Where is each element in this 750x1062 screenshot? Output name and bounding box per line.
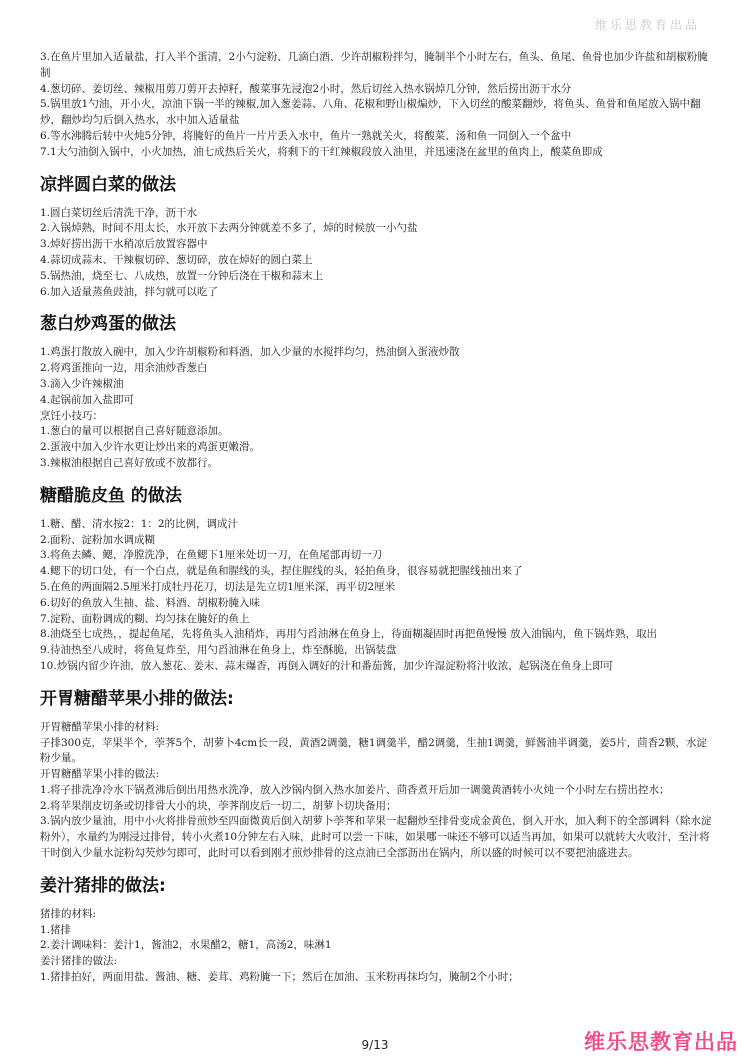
text-line: 7.淀粉、面粉调成的糊、均匀抹在腌好的鱼上: [40, 612, 250, 625]
text-line: 5.锅里放1勺油，开小火，凉油下锅一半的辣椒,加入葱姜蒜、八角、花椒和野山椒煸炒，下入切丝的酸菜翻炒，将鱼头、鱼骨和鱼尾放入锅中翻炒，翻炒均匀后倒入热水，水中加入适量盐: [40, 98, 701, 127]
text-line: 4.起锅前加入盐即可: [40, 393, 135, 406]
text-line: 3.在鱼片里加入适量盐，打入半个蛋清，2小勺淀粉、几滴白酒、少许胡椒粉拌匀，腌制半个小时左右，鱼头、鱼尾、鱼骨也加少许盐和胡椒粉腌制: [40, 51, 708, 79]
text-line: 1.将子排洗净冷水下锅煮沸后倒出用热水洗净，放入沙锅内倒入热水加姜片、茴香煮开后加一调羹黄酒转小火炖一个小时左右捞出控水；: [40, 783, 670, 796]
text-line: 1.圆白菜切丝后清洗干净，沥干水: [40, 206, 198, 219]
text-line: 烹饪小技巧：: [40, 409, 103, 422]
text-line: 6.加入适量蒸鱼豉油，拌匀就可以吃了: [40, 285, 219, 298]
text-line: 9.待油热至八成时，将鱼复炸至，用勺舀油淋在鱼身上，炸至酥脆，出锅装盘: [40, 644, 397, 657]
text-line: 2.将苹果削皮切条或切排骨大小的块，荸荠削皮后一切二，胡萝卜切块备用；: [40, 799, 397, 812]
bottom-watermark: 维乐思教育出品: [584, 1030, 738, 1054]
text-line: 1.猪排拍好，两面用盐、酱油、糖、姜茸、鸡粉腌一下；然后在加油、玉米粉再抹均匀，腌制2个小时；: [40, 971, 519, 984]
text-line: 猪排的材料:: [40, 907, 97, 920]
text-line: 3.滴入少许辣椒油: [40, 377, 124, 390]
text-line: 5.在鱼的两面隔2.5厘米打成牡丹花刀，切法是先立切1厘米深，再平切2厘米: [40, 580, 396, 593]
section-title: 姜汁猪排的做法:: [40, 875, 166, 896]
page-number: 9/13: [361, 1038, 389, 1052]
text-line: 开胃糖醋苹果小排的材料:: [40, 720, 160, 733]
recipe-sections: [40, 174, 715, 986]
text-line: 1.糖、醋、清水按2：1：2的比例，调成汁: [40, 517, 239, 530]
text-line: 4.鳃下的切口处，有一个白点，就是鱼和腥线的头，捏住腥线的头，轻拍鱼身，很容易就把腥线抽出来了: [40, 565, 523, 578]
section-title: 糖醋脆皮鱼 的做法: [40, 485, 182, 506]
text-line: 3.焯好捞出沥干水稍凉后放置容器中: [40, 238, 208, 251]
text-line: 2.入锅焯熟，时间不用太长，水开放下去两分钟就差不多了，焯的时候放一小勺盐: [40, 222, 418, 235]
section-title: 葱白炒鸡蛋的做法: [40, 314, 176, 335]
section-title: 凉拌圆白菜的做法: [40, 174, 176, 195]
text-line: 7.1大勺油倒入锅中，小火加热，油七成热后关火，将剩下的干红辣椒段放入油里，并迅速浇在盆里的鱼肉上，酸菜鱼即成: [40, 145, 603, 158]
recipe-section: [40, 875, 715, 986]
text-line: 1.葱白的量可以根据自己喜好随意添加。: [40, 425, 229, 438]
text-line: 6.等水沸腾后转中火炖5分钟，将腌好的鱼片一片片丢入水中，鱼片一熟就关火，将酸菜、汤和鱼一同倒入一个盆中: [40, 129, 572, 142]
text-line: 姜汁猪排的做法:: [40, 955, 118, 968]
text-line: 5.锅热油，烧至七、八成热，放置一分钟后浇在干椒和蒜末上: [40, 269, 324, 282]
recipe-section: [40, 174, 715, 301]
text-line: 1.鸡蛋打散放入碗中，加入少许胡椒粉和料酒，加入少量的水搅拌均匀，热油倒入蛋液炒散: [40, 346, 460, 359]
text-line: 3.辣椒油根据自己喜好放或不放都行。: [40, 456, 219, 469]
text-line: 4.蒜切成蒜末、干辣椒切碎、葱切碎，放在焯好的圆白菜上: [40, 253, 313, 266]
recipe-section: [40, 485, 715, 675]
intro-block: [40, 50, 715, 161]
document-body: [40, 50, 715, 986]
text-line: 6.切好的鱼放入生抽、盐、料酒、胡椒粉腌入味: [40, 596, 261, 609]
text-line: 3.将鱼去鳞、鳃，净膛洗净，在鱼鳃下1厘米处切一刀，在鱼尾部再切一刀: [40, 549, 383, 562]
top-watermark: 维乐思教育出品: [594, 18, 700, 32]
text-line: 4.葱切碎、姜切丝、辣椒用剪刀剪开去掉籽，酸菜事先浸泡2小时，然后切丝入热水锅焯几分钟，然后捞出沥干水分: [40, 82, 572, 95]
text-line: 8.油烧至七成热，，提起鱼尾，先将鱼头入油稍炸，再用勺舀油淋在鱼身上，待面糊凝固时再把鱼慢慢 放入油锅内，鱼下锅炸熟，取出: [40, 628, 658, 641]
text-line: 1.猪排: [40, 923, 72, 936]
text-line: 10.炒锅内留少许油，放入葱花、姜末、蒜末爆香，再倒入调好的汁和番茄酱，加少许湿淀粉将汁收浓，起锅浇在鱼身上即可: [40, 659, 614, 672]
recipe-section: [40, 688, 715, 862]
text-line: 子排300克，苹果半个，荸荠5个，胡萝卜4cm长一段，黄酒2调羹，糖1调羹半，醋2调羹，生抽1调羹，鲜酱油半调羹，姜5片，茴香2颗，水淀粉少量。: [40, 736, 707, 765]
text-line: 2.将鸡蛋推向一边，用余油炒香葱白: [40, 362, 208, 375]
recipe-section: [40, 313, 715, 471]
text-line: 2.姜汁调味料：姜汁1，酱油2，水果醋2，糖1，高汤2，味淋1: [40, 939, 332, 952]
text-line: 3.锅内放少量油，用中小火将排骨煎炒至四面微黄后倒入胡萝卜荸荠和苹果一起翻炒至排骨变成金黄色，倒入开水，加入剩下的全部调料（除水淀粉外），水量约为刚浸过排骨，转小火煮10分钟左右入味，此时可以尝一下味，如果哪一味还不够可以适当再加，如果可以就转大火收汁，至汁将干时倒入少量水淀粉勾芡炒匀即可，此时可以看到刚才煎炒排骨的这点油已全部沥出在锅内，所以盛的时候可以不要把油盛进去。: [40, 815, 712, 860]
section-title: 开胃糖醋苹果小排的做法:: [40, 688, 234, 709]
text-line: 开胃糖醋苹果小排的做法:: [40, 768, 160, 781]
text-line: 2.面粉、淀粉加水调成糊: [40, 533, 156, 546]
text-line: 2.蛋液中加入少许水更让炒出来的鸡蛋更嫩滑。: [40, 441, 261, 454]
